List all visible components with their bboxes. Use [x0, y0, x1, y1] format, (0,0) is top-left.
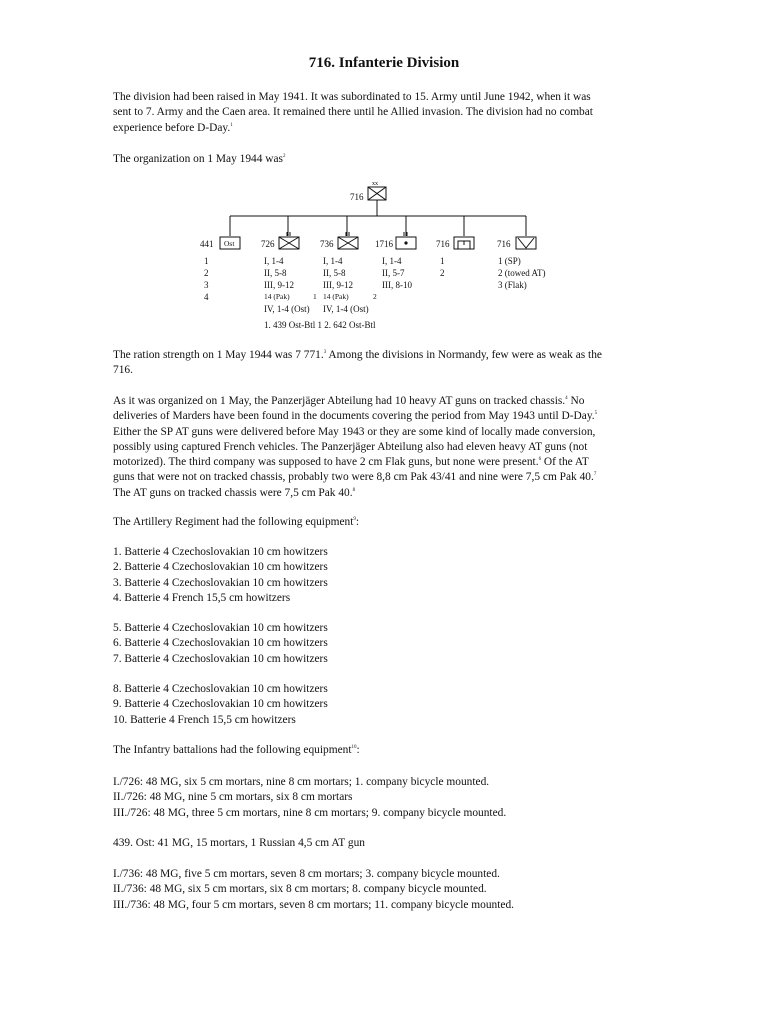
footnote-marker: 2 — [373, 292, 377, 301]
battery-line: 4. Batterie 4 French 15,5 cm howitzers — [113, 591, 291, 604]
text-line: possibly using captured French vehicles. The Panzerjäger Abteilung also had eleven heavy AT guns (not — [113, 440, 588, 453]
unit-number: 716 — [436, 239, 450, 249]
footnote-ref: 6 — [538, 457, 542, 463]
footnote-ref: 9 — [353, 517, 356, 523]
text-line: As it was organized on 1 May, the Panzerjäger Abteilung had 10 heavy AT guns on tracked chassis. — [113, 395, 566, 407]
infantry-regiment-726-symbol — [279, 232, 299, 249]
organization-paragraph — [113, 152, 658, 167]
footnote-ref: 2 — [282, 154, 286, 160]
subunit: 14 (Pak) — [323, 292, 349, 301]
subunit: IV, 1-4 (Ost) — [264, 304, 310, 314]
footnote-ref: 10 — [351, 745, 357, 751]
artillery-intro — [113, 515, 658, 530]
subunit: 2 — [440, 268, 445, 278]
text-line: The AT guns on tracked chassis were 7,5 cm Pak 40. — [113, 486, 353, 499]
text-line: The organization on 1 May 1944 was — [113, 153, 283, 165]
ost-battalions-note: 1. 439 Ost-Btl 1 2. 642 Ost-Btl — [264, 320, 376, 330]
text-line: sent to 7. Army and the Caen area. It remained there until he Allied invasion. The division had no combat — [113, 106, 593, 119]
text-line: motorized). The third company was supposed to have 2 cm Flak guns, but none were present. — [113, 456, 539, 469]
battalion-line: I./726: 48 MG, six 5 cm mortars, nine 8 cm mortars; 1. company bicycle mounted. — [113, 776, 490, 788]
text-line — [113, 348, 658, 363]
battalion-line: II./736: 48 MG, six 5 cm mortars, six 8 cm mortars; 8. company bicycle mounted. — [113, 883, 487, 896]
text-line — [113, 486, 658, 501]
unit-716-antitank-subunits — [498, 255, 546, 291]
antitank-battalion-symbol — [516, 232, 536, 249]
footnote-ref: 5 — [594, 411, 598, 417]
battalion-line: 439. Ost: 41 MG, 15 mortars, 1 Russian 4,5 cm AT gun — [113, 837, 365, 849]
text-line — [113, 121, 658, 136]
text-line: experience before D-Day. — [113, 121, 231, 134]
unit-736-subunits — [323, 255, 369, 315]
subunit: 4 — [204, 292, 209, 302]
subunit: 1 — [204, 256, 209, 266]
subunit: 14 (Pak) — [264, 292, 290, 301]
division-symbol — [368, 181, 386, 200]
text-line — [113, 743, 658, 758]
subunit: III, 9-12 — [264, 280, 294, 290]
battery-line: 7. Batterie 4 Czechoslovakian 10 cm howitzers — [113, 652, 328, 665]
unit-symbol-text: Ost — [224, 239, 235, 248]
text-line: The Artillery Regiment had the following equipment — [113, 516, 354, 528]
battalions-736 — [113, 867, 658, 913]
battery-line: 8. Batterie 4 Czechoslovakian 10 cm howitzers — [113, 683, 328, 695]
infantry-intro — [113, 743, 658, 758]
unit-number: 736 — [320, 239, 334, 249]
text-line: 716. — [113, 364, 133, 377]
text-line: The division had been raised in May 1941. It was subordinated to 15. Army until June 1942, when it was — [113, 91, 591, 103]
subunit: I, 1-4 — [323, 256, 343, 266]
engineer-battalion-symbol — [454, 237, 474, 249]
unit-1716-subunits — [382, 255, 412, 291]
battery-line: 1. Batterie 4 Czechoslovakian 10 cm howitzers — [113, 546, 328, 558]
battalion-line: III./726: 48 MG, three 5 cm mortars, nine 8 cm mortars; 9. company bicycle mounted. — [113, 806, 507, 819]
battery-line: 2. Batterie 4 Czechoslovakian 10 cm howitzers — [113, 561, 328, 574]
text-line — [113, 394, 658, 409]
text-line: No — [567, 395, 585, 407]
battery-line: 5. Batterie 4 Czechoslovakian 10 cm howitzers — [113, 622, 328, 634]
footnote-ref: 3 — [323, 350, 327, 356]
unit-number: 716 — [497, 239, 511, 249]
footnote-marker: 1 — [313, 292, 317, 301]
subunit: II, 5-8 — [264, 268, 287, 278]
footnote-ref: 8 — [352, 487, 356, 493]
battery-group-2 — [113, 621, 658, 667]
battery-group-1 — [113, 545, 658, 606]
text-line — [113, 409, 658, 424]
battalions-726 — [113, 775, 658, 821]
text-line: Among the divisions in Normandy, few were as weak as the — [326, 349, 602, 361]
subunit: I, 1-4 — [264, 256, 284, 266]
battalion-line: III./736: 48 MG, four 5 cm mortars, seven 8 cm mortars; 11. company bicycle mounted. — [113, 898, 515, 911]
text-line: The ration strength on 1 May 1944 was 7 771. — [113, 349, 324, 361]
infantry-regiment-736-symbol — [338, 232, 358, 249]
subunit: II, 5-7 — [382, 268, 405, 278]
battalion-line: I./736: 48 MG, five 5 cm mortars, seven 8 cm mortars; 3. company bicycle mounted. — [113, 868, 500, 880]
battery-line: 3. Batterie 4 Czechoslovakian 10 cm howitzers — [113, 576, 328, 589]
ration-paragraph — [113, 348, 658, 379]
subunit: I, 1-4 — [382, 256, 402, 266]
subunit: III, 9-12 — [323, 280, 353, 290]
unit-number: 1716 — [375, 239, 393, 249]
unit-number: 726 — [261, 239, 275, 249]
intro-paragraph — [113, 90, 658, 136]
text-line: Of the AT — [541, 456, 589, 469]
subunit: 3 — [204, 280, 209, 290]
text-line — [113, 455, 658, 470]
text-line: : — [356, 744, 360, 756]
unit-number: 441 — [200, 239, 214, 249]
text-line — [113, 152, 658, 167]
unit-716-engineer-subunits — [440, 255, 445, 279]
unit-726-subunits — [264, 255, 310, 315]
text-line — [113, 515, 658, 530]
footnote-ref: 7 — [593, 472, 597, 478]
text-line: guns that were not on tracked chassis, probably two were 8,8 cm Pak 43/41 and nine were 7,5 cm Pak 40. — [113, 471, 594, 484]
unit-441-subunits — [204, 255, 209, 303]
subunit: 1 (SP) — [498, 256, 521, 266]
battery-line: 6. Batterie 4 Czechoslovakian 10 cm howitzers — [113, 637, 328, 650]
footnote-ref: 4 — [565, 396, 568, 402]
subunit: 1 — [440, 256, 445, 266]
subunit: 2 — [204, 268, 209, 278]
subunit: 2 (towed AT) — [498, 268, 546, 278]
battery-line: 9. Batterie 4 Czechoslovakian 10 cm howitzers — [113, 698, 328, 711]
text-line: Either the SP AT guns were delivered before May 1943 or they are some kind of locally made conversion, — [113, 425, 596, 438]
text-line: : — [355, 516, 360, 528]
subunit: III, 8-10 — [382, 280, 412, 290]
division-number: 716 — [350, 192, 364, 202]
text-line: deliveries of Marders have been found in the documents covering the period from May 1943 until D-Day. — [113, 410, 595, 423]
subunit: 3 (Flak) — [498, 280, 527, 290]
page-title: 716. Infanterie Division — [308, 55, 460, 71]
text-line — [113, 470, 658, 485]
text-line: The Infantry battalions had the following equipment — [113, 744, 352, 756]
svg-text:xx: xx — [372, 181, 378, 187]
footnote-ref: 1 — [230, 122, 233, 128]
battery-line: 10. Batterie 4 French 15,5 cm howitzers — [113, 713, 296, 726]
subunit: IV, 1-4 (Ost) — [323, 304, 369, 314]
ost-battalion-439 — [113, 836, 658, 851]
panzerjaeger-paragraph — [113, 394, 658, 501]
subunit: II, 5-8 — [323, 268, 346, 278]
battalion-line: II./726: 48 MG, nine 5 cm mortars, six 8 cm mortars — [113, 791, 353, 804]
battery-group-3 — [113, 682, 658, 728]
organization-chart — [190, 178, 570, 338]
